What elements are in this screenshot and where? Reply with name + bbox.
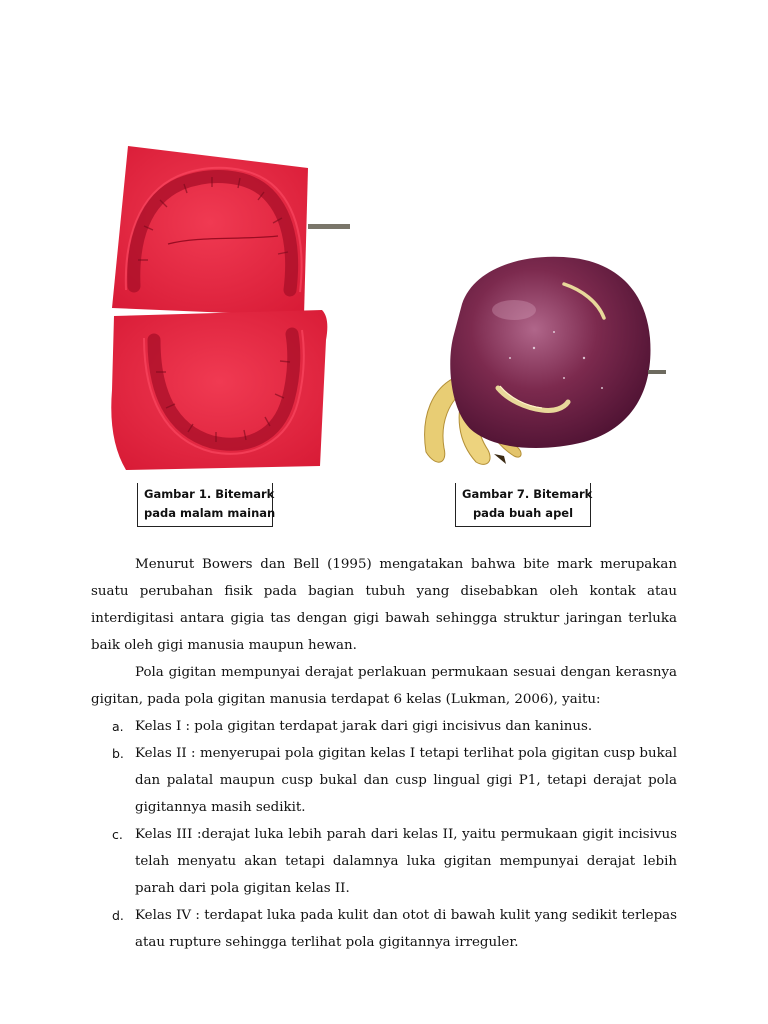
figure-7-caption xyxy=(455,483,591,527)
list-item-text: Kelas II : menyerupai pola gigitan kelas I tetapi terlihat pola gigitan cusp bukal dan palatal maupun cusp bukal dan cusp lingual gigi P1, tetapi derajat pola gigitannya masih sedikit. xyxy=(135,746,677,815)
list-item xyxy=(91,713,677,740)
list-marker: c. xyxy=(112,827,123,842)
paragraph: Menurut Bowers dan Bell (1995) mengatakan bahwa bite mark merupakan suatu perubahan fisik pada bagian tubuh yang disebabkan oleh kontak atau interdigitasi antara gigia tas dengan gigi bawah sehingga struktur jaringan terluka baik oleh gigi manusia maupun hewan. xyxy=(91,557,677,653)
paragraph: Pola gigitan mempunyai derajat perlakuan permukaan sesuai dengan kerasnya gigitan, pada pola gigitan manusia terdapat 6 kelas (Lukman, 2006), yaitu: xyxy=(91,665,677,707)
bitemark-class-list xyxy=(91,713,677,956)
body-text xyxy=(91,551,677,956)
bitemark-clay-photo xyxy=(108,140,358,475)
list-marker: b. xyxy=(112,746,124,761)
list-item-text: Kelas IV : terdapat luka pada kulit dan otot di bawah kulit yang sedikit terlepas atau rupture sehingga terlihat pola gigitannya irreguler. xyxy=(135,908,677,950)
list-item-text: Kelas III :derajat luka lebih parah dari kelas II, yaitu permukaan gigit incisivus telah menyatu akan tetapi dalamnya luka gigitan mempunyai derajat lebih parah dari pola gigitan kelas II. xyxy=(135,827,677,896)
caption-line: Gambar 1. Bitemark xyxy=(144,487,275,501)
list-item xyxy=(91,740,677,821)
figure-1-caption xyxy=(137,483,276,527)
metal-rod xyxy=(308,224,350,229)
apple-stem xyxy=(648,370,666,374)
list-item-text: Kelas I : pola gigitan terdapat jarak dari gigi incisivus dan kaninus. xyxy=(135,719,593,734)
list-item xyxy=(91,821,677,902)
list-marker: d. xyxy=(112,908,124,923)
caption-line: Gambar 7. Bitemark xyxy=(462,487,593,501)
bitemark-apple-photo xyxy=(414,238,670,474)
caption-line: pada malam mainan xyxy=(144,506,276,520)
list-marker: a. xyxy=(112,719,124,734)
caption-line: pada buah apel xyxy=(472,506,574,520)
apple-body xyxy=(450,257,650,448)
list-item xyxy=(91,902,677,956)
